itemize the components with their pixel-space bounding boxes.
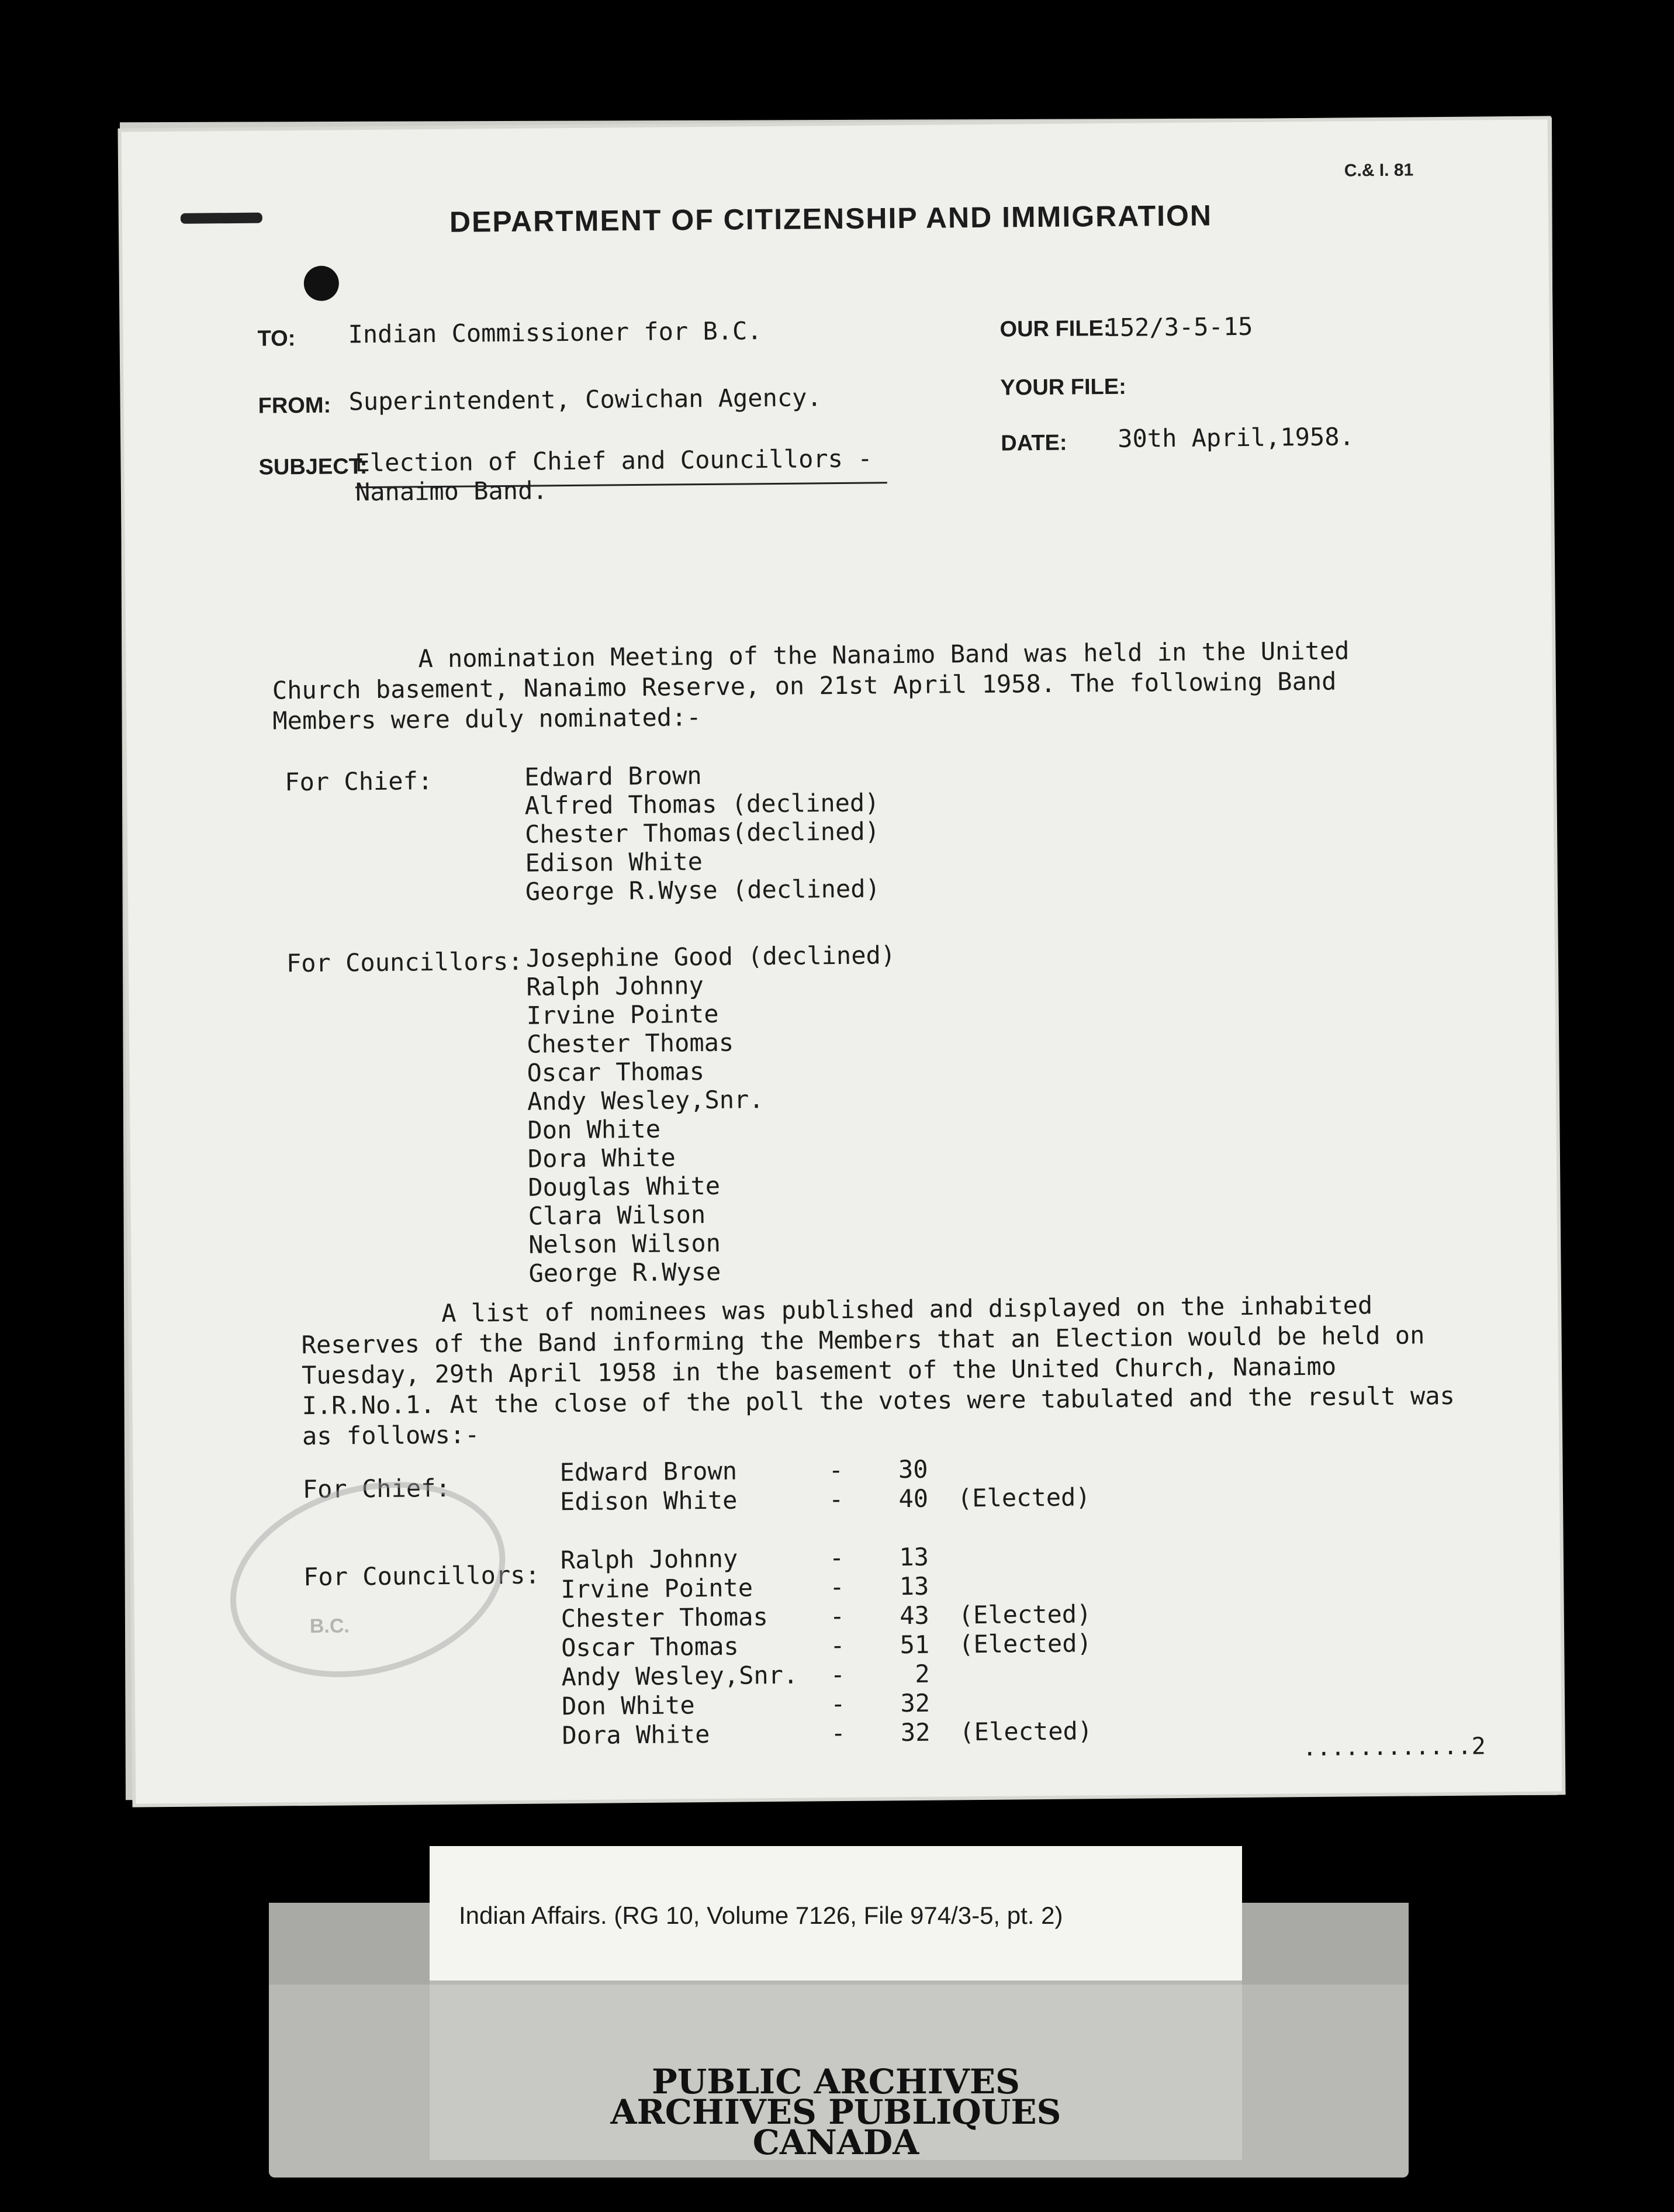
table-row: Chester Thomas - 43 (Elected) xyxy=(561,1599,1092,1633)
nom-councillors-label: For Councillors: xyxy=(286,946,523,978)
list-item: Josephine Good (declined) xyxy=(525,941,896,973)
page-continuation: ............2 xyxy=(1302,1733,1486,1762)
list-item: Andy Wesley,Snr. xyxy=(527,1085,764,1116)
list-item: Alfred Thomas (declined) xyxy=(524,788,880,820)
paragraph-election: A list of nominees was published and displayed on the inhabited Reserves of the Band informing the Members that an Election would be held on Tuesday, 29th April 1958 in the basement of the United Church, Nanaimo I.R.No.1. At the close of the poll the votes were tabulated and the result was as follows:- xyxy=(301,1291,1455,1451)
subject-label: SUBJECT: xyxy=(258,454,368,480)
list-item: Irvine Pointe xyxy=(526,999,719,1030)
date-label: DATE: xyxy=(1001,430,1067,456)
archive-line-2: ARCHIVES PUBLIQUES xyxy=(610,2092,1061,2132)
stamp-text: B.C. xyxy=(309,1615,350,1637)
faded-stamp xyxy=(207,1452,528,1708)
list-item: Edward Brown xyxy=(524,761,702,792)
archive-reference-card xyxy=(430,1846,1242,1981)
table-row: Andy Wesley,Snr. - 2 xyxy=(561,1659,930,1692)
our-file-label: OUR FILE: xyxy=(999,316,1111,342)
table-row: Edison White - 40 (Elected) xyxy=(559,1482,1091,1516)
list-item: Edison White xyxy=(525,847,703,877)
list-item: Douglas White xyxy=(528,1171,721,1202)
date-value: 30th April,1958. xyxy=(1117,422,1354,453)
to-label: TO: xyxy=(257,326,296,351)
nom-chief-label: For Chief: xyxy=(285,766,433,797)
document-page xyxy=(122,119,1562,1803)
table-row: Edward Brown - 30 xyxy=(559,1454,928,1487)
ink-mark xyxy=(181,213,262,224)
archive-plate-text xyxy=(430,2062,1242,2162)
department-heading: DEPARTMENT OF CITIZENSHIP AND IMMIGRATION xyxy=(449,199,1213,239)
archive-line-3: CANADA xyxy=(752,2123,919,2162)
res-councillors-label: For Councillors: xyxy=(303,1560,540,1592)
plate-notch-right xyxy=(1242,1903,1409,1985)
res-chief-label: For Chief: xyxy=(302,1473,451,1504)
form-code: C.& I. 81 xyxy=(1344,160,1414,181)
your-file-label: YOUR FILE: xyxy=(1000,374,1126,400)
nom-councillors-list xyxy=(526,941,898,1287)
our-file-value: 152/3-5-15 xyxy=(1105,312,1253,343)
from-value: Superintendent, Cowichan Agency. xyxy=(348,383,822,416)
list-item: Ralph Johnny xyxy=(526,971,704,1001)
punch-hole xyxy=(304,265,340,301)
table-row: Irvine Pointe - 13 xyxy=(561,1571,929,1604)
list-item: Oscar Thomas xyxy=(527,1057,705,1087)
table-row: Dora White - 32 (Elected) xyxy=(562,1716,1093,1750)
list-item: Chester Thomas xyxy=(526,1028,734,1059)
archive-line-1: PUBLIC ARCHIVES xyxy=(652,2062,1020,2102)
list-item: Don White xyxy=(527,1114,661,1145)
table-row: Don White - 32 xyxy=(561,1688,931,1721)
table-row: Ralph Johnny - 13 xyxy=(560,1542,929,1575)
archive-plate-inner xyxy=(430,1985,1242,2160)
list-item: Chester Thomas(declined) xyxy=(524,817,880,849)
list-item: George R.Wyse (declined) xyxy=(525,874,880,906)
table-row: Oscar Thomas - 51 (Elected) xyxy=(561,1629,1092,1663)
subject-line-1: Election of Chief and Councillors - xyxy=(355,444,873,478)
nom-chief-list xyxy=(524,759,880,905)
res-chief-table xyxy=(559,1453,1090,1516)
list-item: Clara Wilson xyxy=(528,1200,706,1231)
list-item: George R.Wyse xyxy=(528,1257,721,1288)
subject-line-2: Nanaimo Band. xyxy=(355,476,548,507)
paragraph-nomination: A nomination Meeting of the Nanaimo Band was held in the United Church basement, Nanaimo Reserve, on 21st April 1958. The following Band Members were duly nominated:- xyxy=(272,636,1350,735)
from-label: FROM: xyxy=(258,393,331,419)
to-value: Indian Commissioner for B.C. xyxy=(348,316,762,349)
archive-reference: Indian Affairs. (RG 10, Volume 7126, File 974/3-5, pt. 2) xyxy=(459,1902,1063,1929)
list-item: Nelson Wilson xyxy=(528,1228,721,1259)
plate-notch-left xyxy=(269,1903,430,1985)
res-councillors-table xyxy=(561,1541,1093,1750)
list-item: Dora White xyxy=(527,1143,676,1173)
